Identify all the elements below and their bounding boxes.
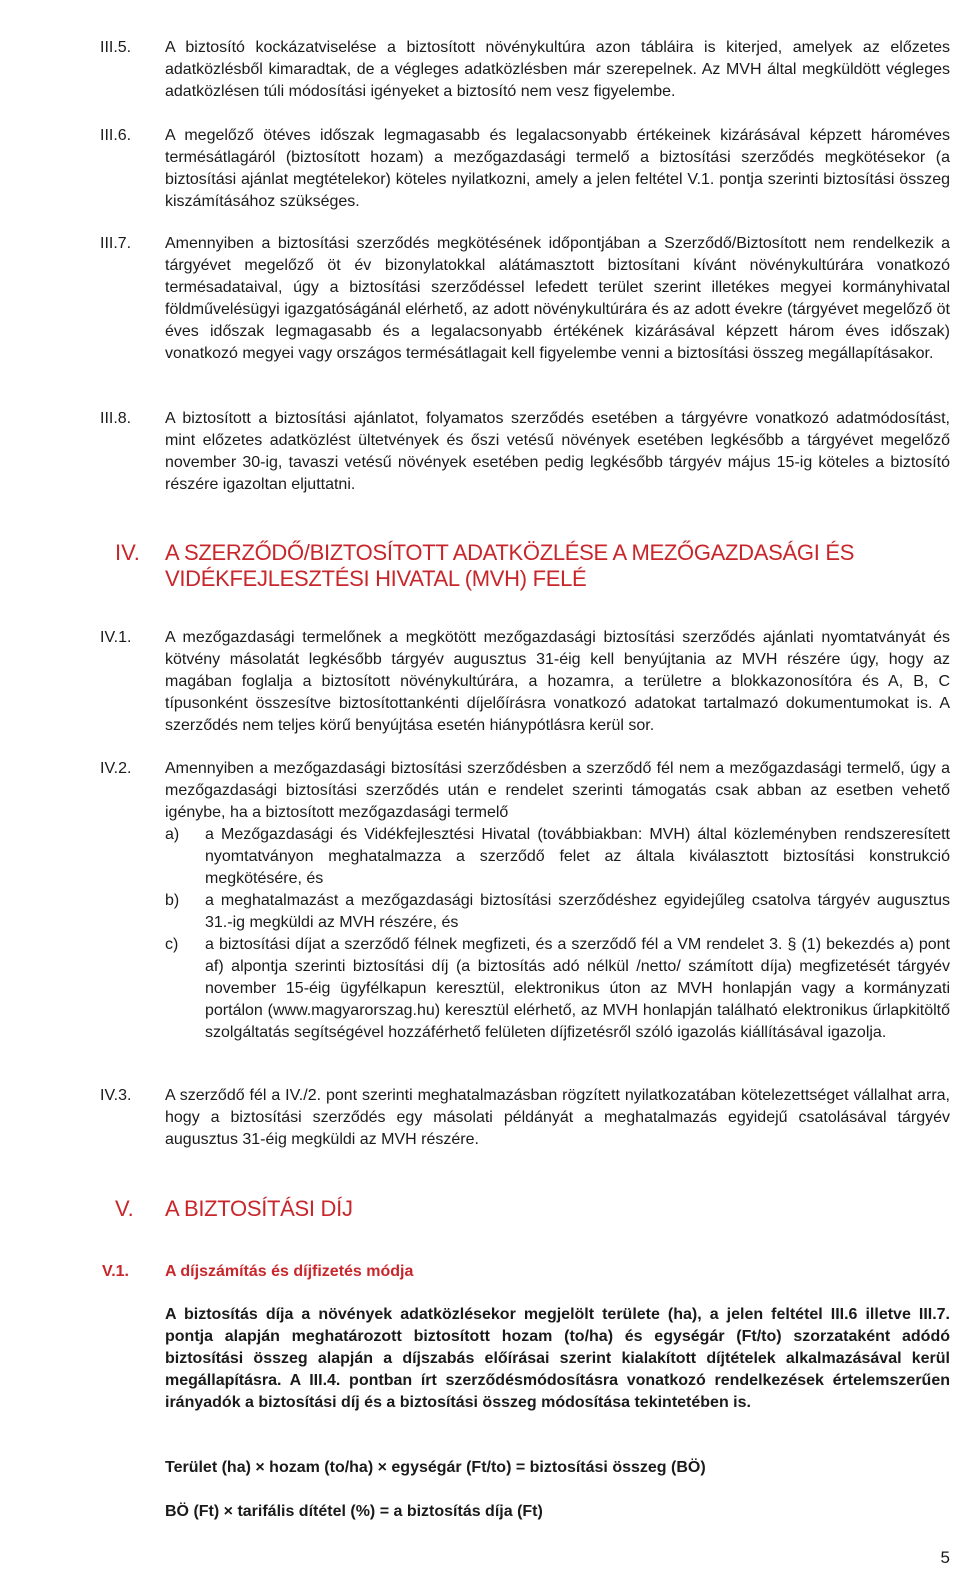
paragraph-text: A szerződő fél a IV./2. pont szerinti meghatalmazásban rögzített nyilatkozatában kötelezettséget vállalhat arra, hogy a biztosítási szerződés egy másolati példányát a meghatalmazás egyidejű csatolásával tárgyév augusztus 31-éig megküldi az MVH részére. bbox=[165, 1087, 950, 1148]
list-item bbox=[165, 890, 950, 934]
page-number: 5 bbox=[940, 1548, 950, 1567]
formula: BÖ (Ft) × tarifális dítétel (%) = a biztosítás díja (Ft) bbox=[165, 1503, 543, 1520]
list-item-text: a meghatalmazást a mezőgazdasági biztosítási szerződéshez egyidejűleg csatolva tárgyév augusztus 31.-ig megküldi az MVH részére, és bbox=[205, 892, 950, 931]
paragraph-text: A biztosított a biztosítási ajánlatot, folyamatos szerződés esetében a tárgyévre vonatkozó adatmódosítást, mint előzetes adatközlést ültetvények és őszi vetésű növények esetében legkésőbb a tárgyévet megelőző november 30-ig, tavaszi vetésű növények esetében pedig legkésőbb tárgyév május 15-ig köteles a biztosító részére igazoltan eljuttatni. bbox=[165, 410, 950, 493]
paragraph-number: III.5. bbox=[100, 39, 132, 56]
section-number: V. bbox=[115, 1196, 134, 1221]
paragraph-number: III.8. bbox=[100, 410, 132, 427]
paragraph-text: A megelőző ötéves időszak legmagasabb és legalacsonyabb értékeinek kizárásával képzett hároméves termésátlagáról (biztosított hozam) a mezőgazdasági termelő a biztosítási szerződés megkötésekor (a biztosítási ajánlat megtételekor) köteles nyilatkozni, amely a jelen feltétel V.1. pontja szerinti biztosítási összeg kiszámításához szükséges. bbox=[165, 127, 950, 210]
paragraph-number: IV.3. bbox=[100, 1087, 132, 1104]
formula: Terület (ha) × hozam (to/ha) × egységár (Ft/to) = biztosítási összeg (BÖ) bbox=[165, 1459, 706, 1476]
paragraph-text: Amennyiben a mezőgazdasági biztosítási szerződésben a szerződő fél nem a mezőgazdasági termelő, úgy a mezőgazdasági biztosítási szerződés után e rendelet szerinti támogatás csak abban az esetben vehető igénybe, ha a biztosított mezőgazdasági termelő bbox=[165, 760, 950, 821]
paragraph-number: III.6. bbox=[100, 127, 132, 144]
subsection-title: A díjszámítás és díjfizetés módja bbox=[165, 1263, 414, 1280]
list-marker: c) bbox=[165, 936, 179, 953]
paragraph-text: A mezőgazdasági termelőnek a megkötött mezőgazdasági biztosítási szerződés ajánlati nyomtatványát és kötvény másolatát legkésőbb tárgyév augusztus 31-éig kell benyújtania az MVH részére úgy, hogy az magában foglalja a biztosított növénykultúrára, a hozamra, a területre a blokkazonosítóra és A, B, C típusonként összesítve biztosítottankénti díjelőírásra vonatkozó adatokat tartalmazó dokumentumokat is. A szerződés nem teljes körű benyújtása esetén hiánypótlásra kerül sor. bbox=[165, 629, 950, 734]
paragraph-text: A biztosító kockázatviselése a biztosított növénykultúra azon tábláira is kiterjed, amelyek az előzetes adatközlésből kimaradtak, de a végleges adatközlésben már szerepelnek. Az MVH által megküldött végleges adatközlésen túli módosítási igényeket a biztosító nem vesz figyelembe. bbox=[165, 39, 950, 100]
paragraph-block bbox=[165, 758, 950, 1044]
paragraph-number: III.7. bbox=[100, 235, 132, 252]
section-title-line: VIDÉKFEJLESZTÉSI HIVATAL (MVH) FELÉ bbox=[165, 566, 587, 591]
section-title: A BIZTOSÍTÁSI DÍJ bbox=[165, 1196, 353, 1221]
paragraph-number: IV.2. bbox=[100, 760, 132, 777]
list-item bbox=[165, 824, 950, 890]
paragraph-text: Amennyiben a biztosítási szerződés megkötésének időpontjában a Szerződő/Biztosított nem rendelkezik a tárgyévet megelőző öt év bizonylatokkal alátámasztott biztosítani kívánt növénykultúrára vonatkozó termésadataival, úgy a biztosítási szerződéssel lefedett terület szerint illetékes megyei kormányhivatal földművelésügyi igazgatóságánál elérhető, az adott növénykultúrára és az adott évekre (tárgyévet megelőző öt éves időszak legmagasabb és a legalacsonyabb értékének kizárásával képzett három éves időszak) vonatkozó megyei vagy országos termésátlagait kell figyelembe venni a biztosítási összeg megállapításakor. bbox=[165, 235, 950, 362]
list-marker: b) bbox=[165, 892, 180, 909]
section-title bbox=[165, 540, 945, 592]
section-title-line: A SZERZŐDŐ/BIZTOSÍTOTT ADATKÖZLÉSE A MEZŐGAZDASÁGI ÉS bbox=[165, 540, 855, 565]
list-item-text: a Mezőgazdasági és Vidékfejlesztési Hivatal (továbbiakban: MVH) által közleményben rendszeresített nyomtatványon meghatalmazza a szerződő felet az általa kiválasztott biztosítási konstrukció megkötésére, és bbox=[205, 826, 950, 887]
list-item bbox=[165, 934, 950, 1044]
list-marker: a) bbox=[165, 826, 180, 843]
paragraph-text: A biztosítás díja a növények adatközlésekor megjelölt területe (ha), a jelen feltétel III.6 illetve III.7. pontja alapján meghatározott biztosított hozam (to/ha) és egységár (Ft/to) szorzataként adódó biztosítási összeg alapján a díjszabás előírásai szerint kialakított díjtételek alkalmazásával kerül megállapításra. A III.4. pontban írt szerződésmódosításra vonatkozó rendelkezések értelemszerűen irányadók a biztosítási díj és a biztosítási összeg módosítása tekintetében is. bbox=[165, 1306, 950, 1411]
section-number: IV. bbox=[115, 540, 140, 565]
subsection-number: V.1. bbox=[102, 1263, 129, 1280]
list-item-text: a biztosítási díjat a szerződő félnek megfizeti, és a szerződő fél a VM rendelet 3. § (1) bekezdés a) pont af) alpontja szerinti biztosítási díj (a biztosítás adó nélkül /netto/ számított díja) megfizetését tárgyév november 15-éig ügyfélkapun keresztül, elektronikus úton az MVH honlapján vagy a kormányzati portálon (www.magyarorszag.hu) keresztül elérhető, az MVH honlapján található elektronikus űrlapkitöltő szolgáltatás segítségével hozzáférhető felületen díjfizetésről szóló igazolás kiállításával igazolja. bbox=[205, 936, 950, 1041]
paragraph-number: IV.1. bbox=[100, 629, 132, 646]
